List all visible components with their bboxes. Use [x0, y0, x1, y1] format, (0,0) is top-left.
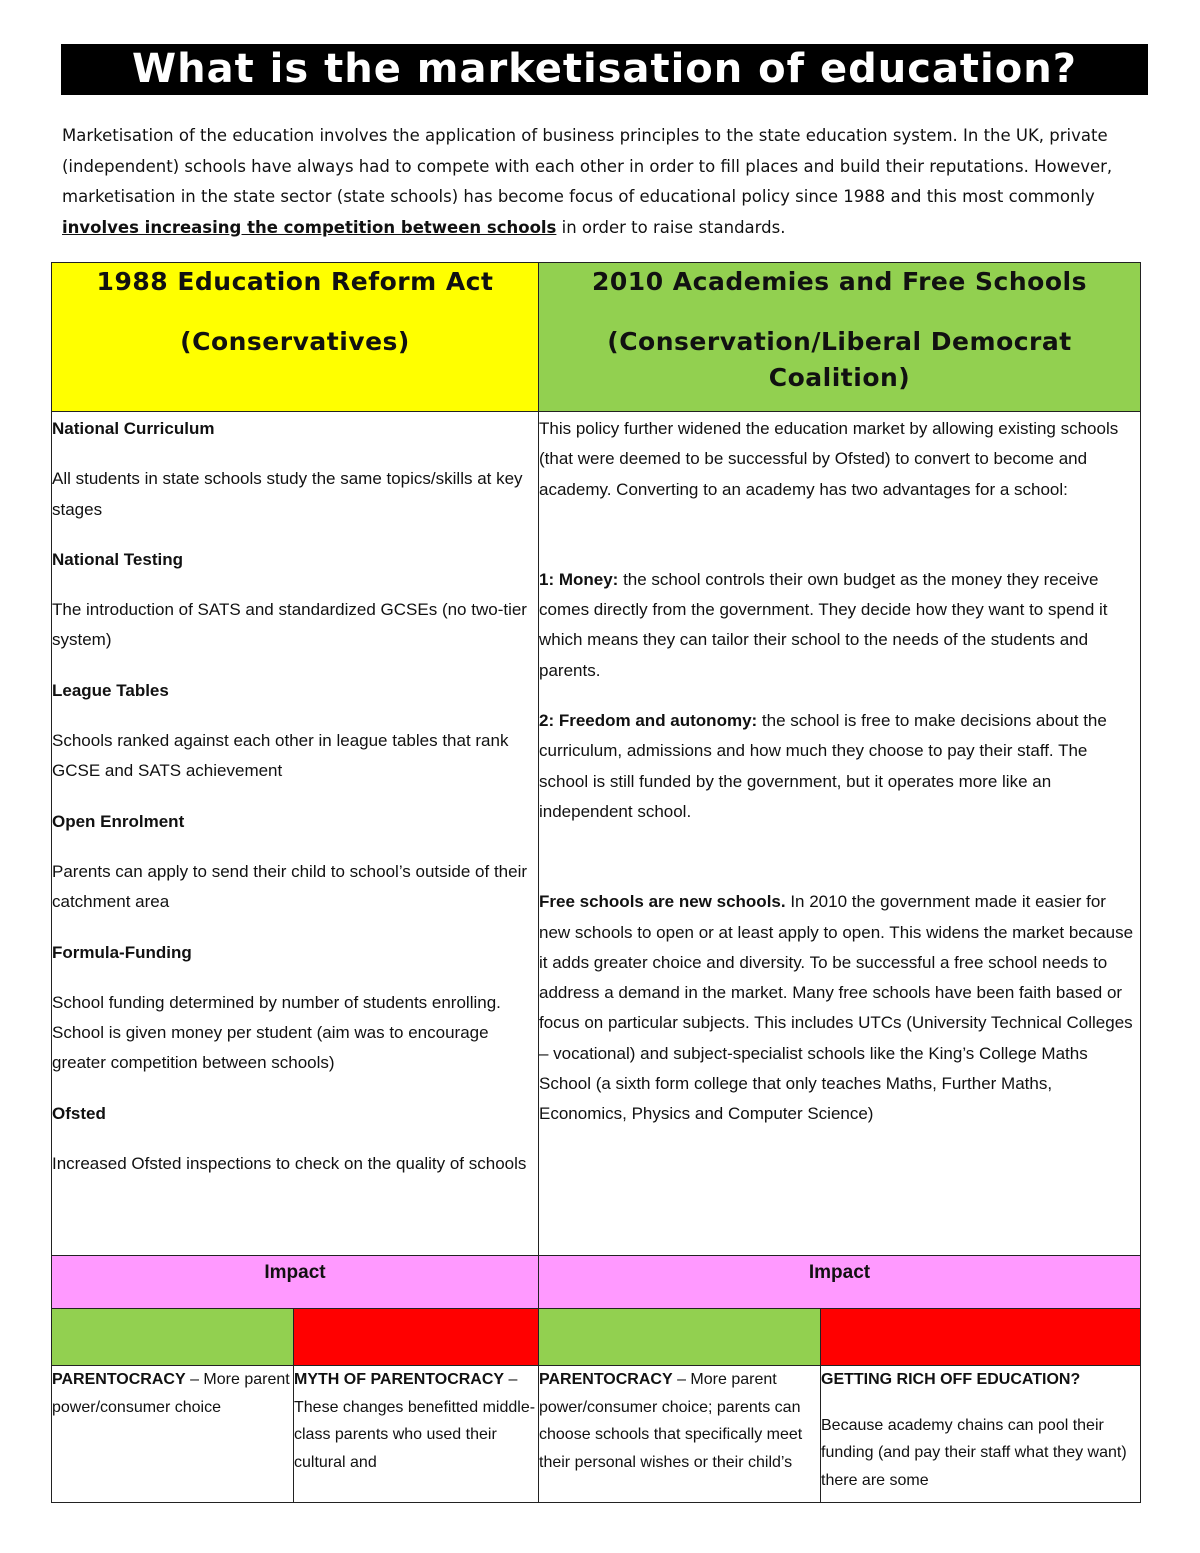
impact-cell-parentocracy-1988: [52, 1366, 294, 1503]
impact-cell-myth: [294, 1366, 539, 1503]
positive-impact-swatch: [52, 1309, 294, 1366]
section-title: Ofsted: [52, 1103, 106, 1123]
advantage-text: the school controls their own budget as the money they receive comes directly from the government. They decide how they want to spend it which means they can tailor their school to the needs of the students and parents.: [539, 569, 1108, 680]
advantage-text: the school is free to make decisions about the curriculum, admissions and how much they choose to pay their staff. The school is still funded by the government, but it operates more like an independent school.: [539, 711, 1107, 821]
advantage-title: 1: Money:: [539, 569, 619, 589]
section-title: League Tables: [52, 680, 169, 700]
section-text: The introduction of SATS and standardized GCSEs (no two-tier system): [52, 600, 527, 650]
advantage-freedom: [539, 706, 1140, 827]
free-schools-paragraph: [539, 887, 1140, 1129]
impact-text: – More parent power/consumer choice; parents can choose schools that specifically meet their personal wishes or their child’s: [539, 1371, 803, 1471]
page-title: What is the marketisation of education?: [61, 44, 1148, 95]
impact-title: MYTH OF PARENTOCRACY: [294, 1371, 505, 1388]
section-title: Open Enrolment: [52, 811, 185, 831]
section-text: Parents can apply to send their child to school’s outside of their catchment area: [52, 861, 528, 912]
header-1988-title: 1988 Education Reform Act: [96, 267, 494, 296]
impact-cell-rich: [821, 1366, 1141, 1503]
impact-header-1988: Impact: [52, 1256, 539, 1309]
header-2010-academies: [539, 263, 1141, 412]
intro-emphasis: involves increasing the competition between schools: [62, 217, 557, 237]
impact-title: PARENTOCRACY: [52, 1371, 186, 1388]
academies-intro: This policy further widened the education market by allowing existing schools (that were deemed to be successful by Ofsted) to convert to become and academy. Converting to an academy has two advantages for a school:: [539, 419, 1119, 499]
section-title: Formula-Funding: [52, 942, 192, 962]
intro-paragraph: [62, 121, 1142, 243]
header-2010-title: 2010 Academies and Free Schools: [592, 267, 1087, 296]
intro-text-end: in order to raise standards.: [556, 217, 786, 237]
impact-text: – More parent power/consumer choice: [52, 1371, 290, 1416]
negative-impact-swatch: [821, 1309, 1141, 1366]
advantage-title: 2: Freedom and autonomy:: [539, 711, 758, 731]
impact-text: – These changes benefitted middle-class parents who used their cultural and: [294, 1371, 536, 1471]
section-text: Schools ranked against each other in league tables that rank GCSE and SATS achievement: [52, 731, 509, 781]
section-text: Increased Ofsted inspections to check on the quality of schools: [52, 1154, 527, 1174]
impact-title: PARENTOCRACY: [539, 1371, 673, 1388]
free-schools-text: In 2010 the government made it easier for new schools to open or at least apply to open. This widens the market because it adds greater choice and diversity. To be successful a free school needs to address a demand in the market. Many free schools have been faith based or focus on particular subjects. This includes UTCs (University Technical Colleges – vocational) and subject-specialist schools like the King’s College Maths School (a sixth form college that only teaches Maths, Further Maths, Economics, Physics and Computer Science): [539, 892, 1134, 1124]
header-1988-act: [52, 263, 539, 412]
section-text: School funding determined by number of students enrolling. School is given money per student (aim was to encourage greater competition between schools): [52, 992, 501, 1073]
content-1988: [52, 412, 539, 1256]
section-title: National Testing: [52, 549, 183, 569]
positive-impact-swatch: [539, 1309, 821, 1366]
negative-impact-swatch: [294, 1309, 539, 1366]
advantage-money: [539, 565, 1140, 686]
section-text: All students in state schools study the same topics/skills at key stages: [52, 469, 523, 519]
impact-header-2010: Impact: [539, 1256, 1141, 1309]
free-schools-title: Free schools are new schools.: [539, 892, 786, 912]
impact-cell-parentocracy-2010: [539, 1366, 821, 1503]
section-title: National Curriculum: [52, 419, 215, 438]
content-2010: [539, 412, 1141, 1256]
impact-title: GETTING RICH OFF EDUCATION?: [821, 1371, 1081, 1388]
header-1988-party: (Conservatives): [180, 327, 410, 356]
header-2010-party: (Conservation/Liberal Democrat Coalition): [607, 327, 1072, 392]
comparison-table: [51, 262, 1141, 1503]
intro-text: Marketisation of the education involves the application of business principles to the state education system. In the UK, private (independent) schools have always had to compete with each other in order to fill places and build their reputations. However, marketisation in the state sector (state schools) has become focus of educational policy since 1988 and this most commonly: [62, 126, 1113, 206]
impact-text: Because academy chains can pool their funding (and pay their staff what they want) there are some: [821, 1416, 1127, 1489]
